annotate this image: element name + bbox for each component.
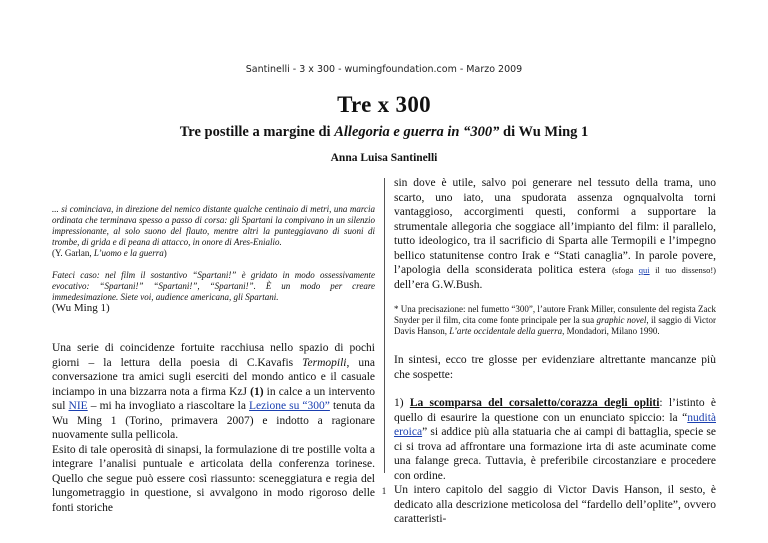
body-text: Esito di tale operosità di sinapsi, la formulazione di tre postille volta a integrare l’analisi puntuale e articolata della conferenza torinese. Quello che segue può essere così riassunto: sceneggiatura e regia del lungometraggio in questione, si avvalgono in modo rigoroso delle fonti storiche <box>52 443 375 514</box>
body-text: dell’era G.W.Bush. <box>394 278 483 291</box>
epigraph-garlan <box>52 204 375 259</box>
body-text: in calce a un intervento sul <box>52 385 375 412</box>
nie-link[interactable]: NIE <box>68 400 88 412</box>
paragraph-1 <box>394 176 716 292</box>
body-text: – mi ha invogliato a riascoltare la <box>87 400 250 412</box>
epigraph-attr-italic: L’uomo e la guerra <box>93 248 164 258</box>
dissent-aside <box>612 265 716 275</box>
body-text: sin dove è utile, salvo poi generare nel tessuto della trama, uno scarto, uno iato, una spudorata assenza ognqualvolta torni vantaggioso, accorgimenti questi, conformi a supportare la strumentale allegoria che soggiace all’impianto del film: il parallelo, tutto ideologico, tra il sacrificio di Sparta alle Termopili e l’impegno bellico statunitense contro Irak e “Stati canaglia”. In parole povere, l’apologia della sconsiderata politica estera <box>394 177 716 276</box>
right-column <box>394 176 716 527</box>
epigraph-wuming <box>52 270 375 314</box>
author-name: Anna Luisa Santinelli <box>330 152 438 164</box>
poem-title: Termopili <box>302 356 347 369</box>
body-text: : l’istinto è quello di esaurire la questione con un enunciato spiccio: la “ <box>394 397 716 424</box>
page-number: 1 <box>381 486 387 496</box>
page-header: Santinelli - 3 x 300 - wumingfoundation.com - Marzo 2009 <box>245 64 523 75</box>
body-text: tenuta da Wu Ming 1 (Torino, primavera 2007) e indotto a ragionare nuovamente sulla pellicola. <box>52 400 376 441</box>
subtitle-italic: Allegoria e guerra in “300” <box>334 124 500 140</box>
note-text: , Mondadori, Milano 1990. <box>562 326 660 336</box>
body-text: Una serie di coincidenze fortuite racchiusa nello spazio di pochi giorni – la lettura della poesia di C.Kavafis <box>52 342 375 369</box>
document-subtitle <box>0 124 768 141</box>
lezione-link[interactable]: Lezione su “300” <box>249 400 330 412</box>
epigraph-quote: ... si cominciava, in direzione del nemico distante qualche centinaio di metri, una marcia ordinata che terminava spesso a passo di corsa: gli Spartani la compivano in un silenzio impressionante, al solo suono del flauto, mentre altri la punteggiavano di suoni di trombe, di grida e di peana di attacco, in onore di Ares-Enialio. <box>52 204 375 247</box>
epigraph-attr-pre: (Y. Garlan, <box>52 248 94 258</box>
aside-text: (sfoga <box>612 265 639 275</box>
paragraph-3 <box>394 396 716 527</box>
note-italic: L’arte occidentale della guerra <box>449 326 563 336</box>
footnote-ref: (1) <box>250 385 264 398</box>
epigraph-quote: Fateci caso: nel film il sostantivo “Spartani!” è gridato in modo ossessivamente evocativo: “Spartani!” “Spartani!”, “Spartani!”. È un modo per creare immedesimazione. Siete voi, audience americana, gli Spartani. <box>52 270 375 302</box>
aside-text: il tuo dissenso!) <box>649 265 716 275</box>
subtitle-pre: Tre postille a margine di <box>179 124 335 140</box>
side-note <box>394 304 716 337</box>
nudita-eroica-link[interactable]: nudità eroica <box>394 411 716 438</box>
section-number: 1) <box>394 397 410 409</box>
document-title: Tre x 300 <box>337 92 431 117</box>
body-text: Un intero capitolo del saggio di Victor Davis Hanson, il sesto, è dedicato alla descrizione meticolosa del “fardello dell’oplite”, ovvero caratteristi- <box>394 484 716 525</box>
epigraph-attr: (Wu Ming 1) <box>52 302 110 314</box>
note-italic: graphic novel <box>596 315 647 325</box>
subtitle-post: di Wu Ming 1 <box>499 124 589 140</box>
body-text: , una conversazione tra amici sugli eserciti del mondo antico e il casuale inciampo in una bizzarra nota a firma KzJ <box>52 356 376 398</box>
epigraph-attr-post: ) <box>163 248 167 258</box>
note-text: * Una precisazione: nel fumetto “300”, l’autore Frank Miller, consulente del regista Zack Snyder per il film, cita come fonte principale per la sua <box>394 304 716 325</box>
paragraph-2: In sintesi, ecco tre glosse per evidenziare altrettante mancanze più che sospette: <box>394 354 716 381</box>
column-divider <box>384 178 385 473</box>
note-text: , il saggio di Victor Davis Hanson, <box>394 315 716 336</box>
section-title: La scomparsa del corsaletto/corazza degli opliti <box>409 397 660 409</box>
body-text: ” si addice più alla statuaria che ai campi di battaglia, specie se ci si trova ad affrontare una formazione irta di aste acuminate come una falange greca. Tuttavia, è preferibile circostanziare e procedere con ordine. <box>394 426 716 482</box>
dissent-link[interactable]: qui <box>638 265 650 275</box>
